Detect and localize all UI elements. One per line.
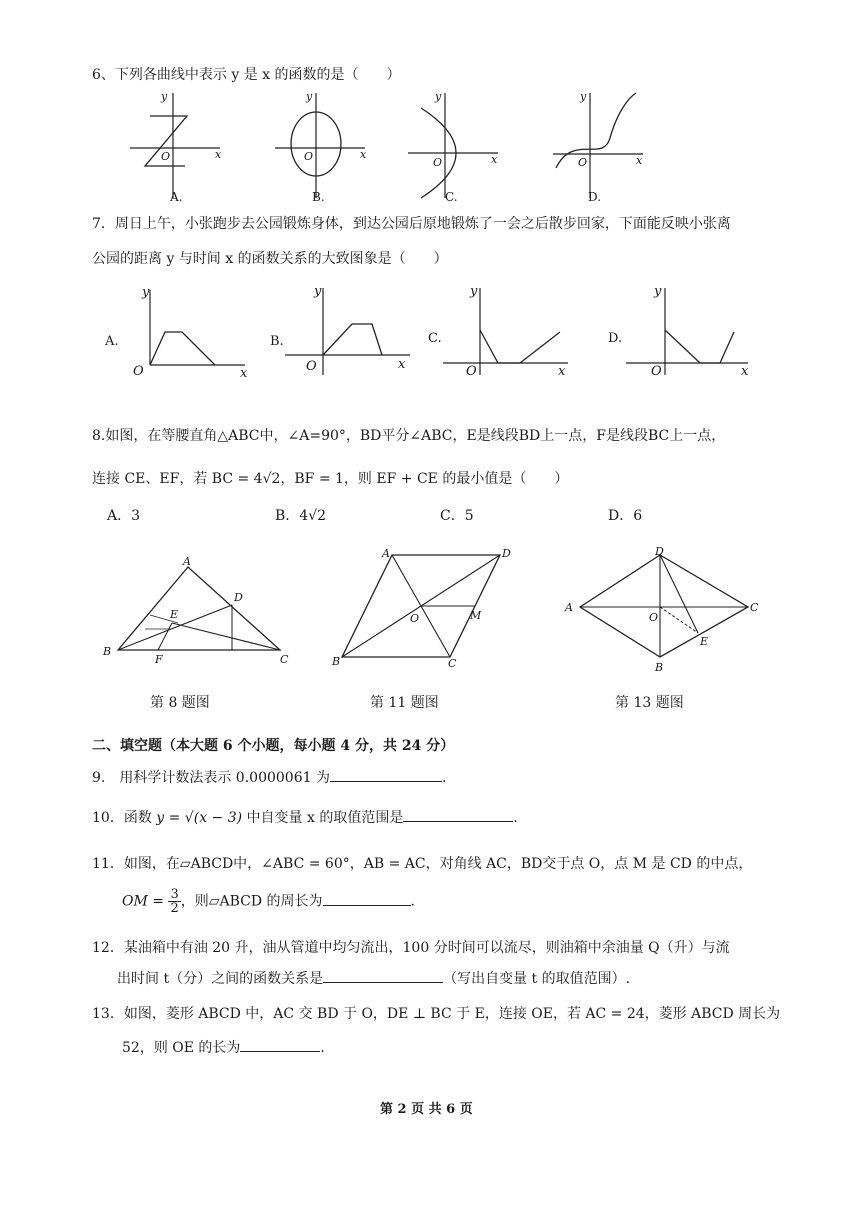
q7-graph-c bbox=[428, 280, 578, 380]
svg-text:y: y bbox=[142, 285, 150, 300]
svg-text:E: E bbox=[170, 608, 179, 621]
q9-answer-blank[interactable] bbox=[330, 767, 442, 782]
svg-text:x: x bbox=[215, 148, 222, 161]
svg-text:x: x bbox=[636, 154, 643, 167]
svg-text:D: D bbox=[234, 591, 243, 604]
svg-text:B: B bbox=[655, 661, 664, 674]
q11-line1: 11．如图，在▱ABCD中，∠ABC = 60°，AB = AC，对角线 AC，BD交于点 O，点 M 是 CD 的中点， bbox=[92, 856, 753, 872]
svg-text:B: B bbox=[332, 655, 341, 668]
svg-text:F: F bbox=[155, 653, 163, 666]
svg-text:E: E bbox=[700, 635, 709, 648]
svg-text:y: y bbox=[435, 90, 442, 103]
q8-option-b: B．4√2 bbox=[275, 508, 327, 524]
svg-text:O: O bbox=[651, 364, 662, 379]
svg-text:A: A bbox=[382, 547, 390, 560]
q9-text: 9. 用科学计数法表示 0.0000061 为 bbox=[92, 770, 330, 786]
svg-text:C: C bbox=[448, 657, 457, 670]
figure-11 bbox=[330, 545, 520, 675]
section2-title: 二、填空题（本大题 6 个小题，每小题 4 分，共 24 分） bbox=[92, 738, 455, 754]
svg-text:O: O bbox=[304, 150, 314, 163]
q6-graph-a bbox=[125, 88, 225, 203]
q10-text-b: 中自变量 x 的取值范围是 bbox=[242, 810, 404, 826]
svg-text:x: x bbox=[741, 364, 749, 379]
svg-text:A.: A. bbox=[105, 334, 119, 349]
svg-text:M: M bbox=[470, 609, 482, 622]
q11-om: OM = bbox=[122, 893, 164, 910]
q6-graph-d bbox=[548, 88, 648, 203]
svg-text:O: O bbox=[466, 364, 477, 379]
svg-text:A: A bbox=[183, 555, 191, 568]
svg-text:B.: B. bbox=[270, 334, 284, 349]
q9-line: 9. 用科学计数法表示 0.0000061 为 . bbox=[92, 767, 446, 787]
svg-text:D: D bbox=[502, 547, 511, 560]
q6-stem: 6、下列各曲线中表示 y 是 x 的函数的是（ ） bbox=[92, 67, 401, 83]
figure-8 bbox=[100, 555, 300, 675]
svg-text:x: x bbox=[491, 153, 498, 166]
q10-formula: y = √(x − 3) bbox=[156, 810, 243, 826]
q13-line2: 52，则 OE 的长为 . bbox=[122, 1037, 325, 1057]
q7-graph-d bbox=[608, 280, 758, 380]
q8-stem-line2: 连接 CE、EF，若 BC = 4√2，BF = 1，则 EF + CE 的最小值是（ ） bbox=[92, 471, 569, 487]
q6-graph-b bbox=[270, 88, 370, 203]
q12-answer-blank[interactable] bbox=[323, 968, 443, 983]
svg-text:y: y bbox=[161, 90, 168, 103]
svg-text:D: D bbox=[655, 545, 664, 558]
svg-text:x: x bbox=[398, 357, 406, 372]
svg-text:O: O bbox=[433, 156, 443, 169]
q8-stem-line1: 8.如图，在等腰直角△ABC中，∠A=90°，BD平分∠ABC，E是线段BD上一点，F是线段BC上一点， bbox=[92, 428, 726, 444]
svg-text:A.: A. bbox=[170, 190, 183, 204]
svg-text:O: O bbox=[306, 359, 317, 374]
q8-option-c: C．5 bbox=[440, 508, 474, 524]
svg-text:O: O bbox=[133, 364, 144, 379]
svg-text:y: y bbox=[314, 284, 322, 299]
svg-text:O: O bbox=[410, 612, 420, 625]
q12-text-b: （写出自变量 t 的取值范围）. bbox=[443, 971, 631, 987]
q13-answer-blank[interactable] bbox=[240, 1037, 320, 1052]
q8-option-d: D．6 bbox=[608, 508, 643, 524]
svg-text:C: C bbox=[750, 601, 759, 614]
q12-text-a: 出时间 t（分）之间的函数关系是 bbox=[117, 971, 324, 987]
svg-text:D.: D. bbox=[608, 331, 623, 346]
q13-text: 52，则 OE 的长为 bbox=[122, 1040, 241, 1056]
svg-text:B: B bbox=[103, 645, 112, 658]
svg-text:y: y bbox=[306, 90, 313, 103]
q7-stem-line1: 7．周日上午，小张跑步去公园锻炼身体，到达公园后原地锻炼了一会之后散步回家，下面能反映小张离 bbox=[92, 216, 731, 232]
figure-8-caption: 第 8 题图 bbox=[150, 695, 210, 711]
svg-text:y: y bbox=[654, 284, 662, 299]
svg-text:A: A bbox=[565, 601, 573, 614]
svg-text:B.: B. bbox=[312, 190, 325, 204]
svg-text:y: y bbox=[580, 90, 587, 103]
page-footer: 第 2 页 共 6 页 bbox=[380, 1102, 473, 1117]
q6-graph-c bbox=[403, 88, 503, 203]
figure-13-caption: 第 13 题图 bbox=[615, 695, 684, 711]
q8-option-a: A．3 bbox=[107, 508, 141, 524]
svg-text:O: O bbox=[649, 611, 659, 624]
svg-text:C.: C. bbox=[428, 331, 442, 346]
svg-text:C.: C. bbox=[445, 190, 458, 204]
q12-line2 bbox=[117, 968, 630, 988]
svg-text:x: x bbox=[360, 148, 367, 161]
svg-text:O: O bbox=[161, 150, 171, 163]
q12-line1: 12．某油箱中有油 20 升，油从管道中均匀流出，100 分时间可以流尽，则油箱中余油量 Q（升）与流 bbox=[92, 940, 730, 956]
q11-answer-blank[interactable] bbox=[323, 891, 411, 906]
q13-line1: 13．如图，菱形 ABCD 中，AC 交 BD 于 O，DE ⊥ BC 于 E，连接 OE，若 AC = 24，菱形 ABCD 周长为 bbox=[92, 1006, 781, 1022]
svg-text:x: x bbox=[240, 366, 248, 381]
svg-text:O: O bbox=[578, 156, 588, 169]
svg-text:C: C bbox=[280, 653, 289, 666]
q7-graph-b bbox=[270, 280, 430, 380]
svg-text:D.: D. bbox=[588, 190, 602, 204]
q11-line2: OM = $\frac{3}{2}$ ，则▱ABCD 的周长为 . bbox=[122, 887, 415, 916]
q7-graph-a bbox=[100, 280, 260, 380]
q11-text-b: ，则▱ABCD 的周长为 bbox=[180, 893, 323, 910]
svg-text:x: x bbox=[558, 364, 566, 379]
figure-13 bbox=[560, 545, 770, 675]
q10-answer-blank[interactable] bbox=[403, 807, 513, 822]
q10-text-a: 10．函数 bbox=[92, 810, 157, 826]
svg-text:y: y bbox=[470, 284, 478, 299]
q7-stem-line2: 公园的距离 y 与时间 x 的函数关系的大致图象是（ ） bbox=[92, 251, 448, 267]
figure-11-caption: 第 11 题图 bbox=[370, 695, 439, 711]
q10-line: 10．函数 y = √(x − 3) 中自变量 x 的取值范围是 . bbox=[92, 807, 518, 827]
q11-fraction: $\frac{3}{2}$ bbox=[170, 887, 179, 916]
